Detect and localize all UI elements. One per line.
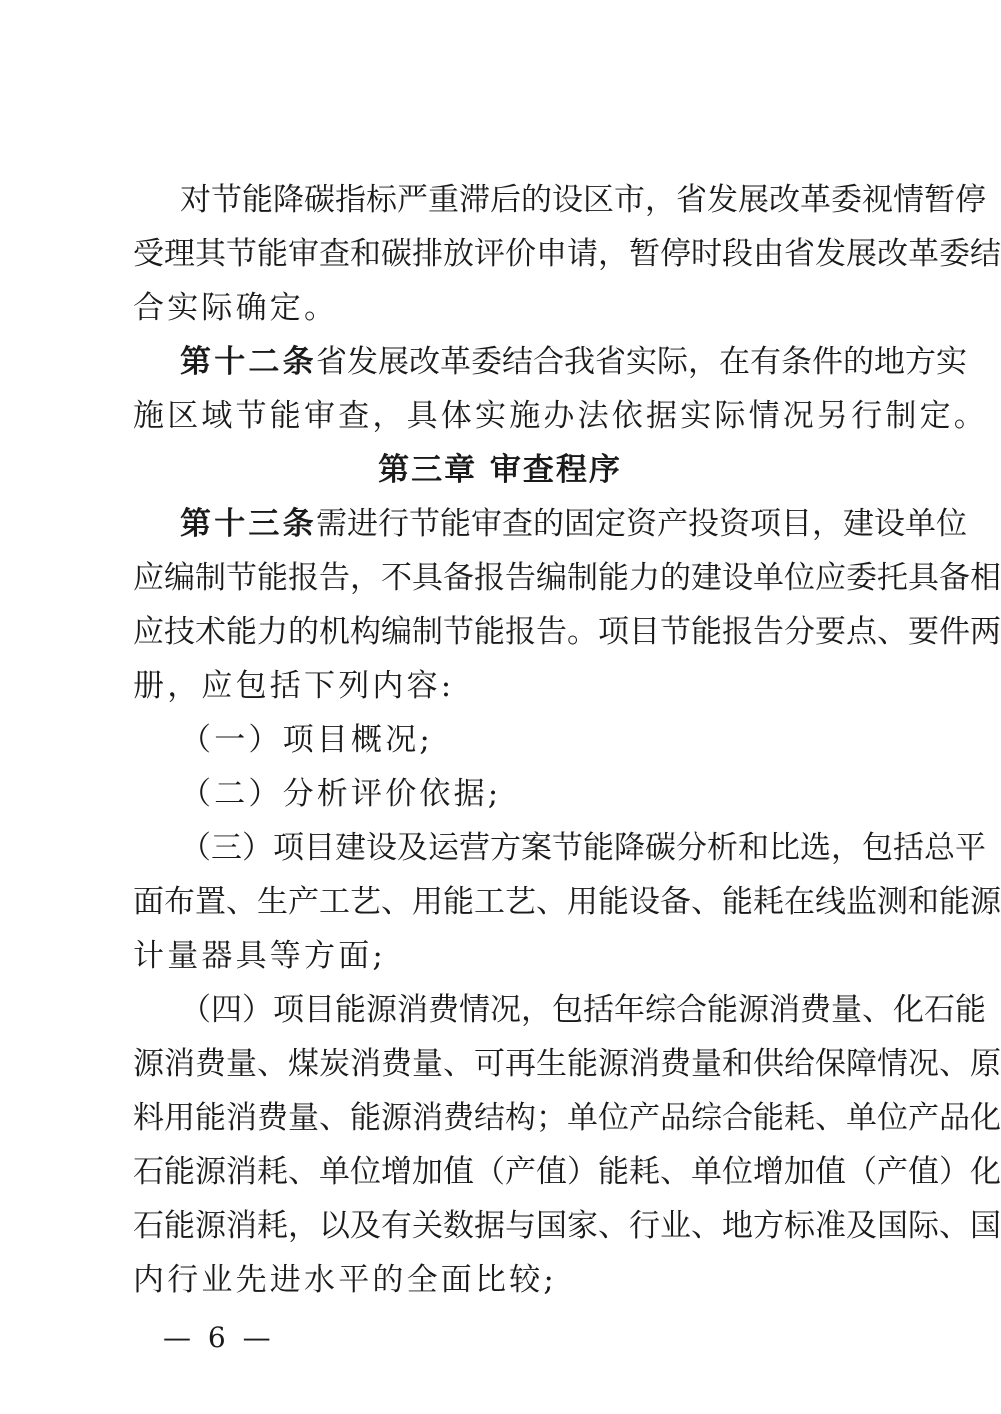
list-item: （一）项目概况; <box>180 722 434 758</box>
list-item: （四）项目能源消费情况，包括年综合能源消费量、化石能 <box>180 992 986 1028</box>
article-number: 第十三条 <box>180 506 317 542</box>
paragraph-line: 石能源消耗，以及有关数据与国家、行业、地方标准及国际、国 <box>133 1208 1001 1244</box>
paragraph-line: 施区域节能审查，具体实施办法依据实际情况另行制定。 <box>133 398 988 434</box>
paragraph-line: 省发展改革委结合我省实际，在有条件的地方实 <box>316 344 967 380</box>
paragraph-line: 料用能消费量、能源消费结构；单位产品综合能耗、单位产品化 <box>133 1100 1001 1136</box>
paragraph-line: 内行业先进水平的全面比较; <box>133 1262 558 1298</box>
paragraph-line: 面布置、生产工艺、用能工艺、用能设备、能耗在线监测和能源 <box>133 884 1001 920</box>
paragraph-line: 应编制节能报告，不具备报告编制能力的建设单位应委托具备相 <box>133 560 1001 596</box>
paragraph-line: 计量器具等方面; <box>133 938 387 974</box>
chapter-heading: 第三章 审查程序 <box>378 452 622 488</box>
paragraph-line: 受理其节能审查和碳排放评价申请，暂停时段由省发展改革委结 <box>133 236 1001 272</box>
list-item: （三）项目建设及运营方案节能降碳分析和比选，包括总平 <box>180 830 986 866</box>
paragraph-line: 需进行节能审查的固定资产投资项目，建设单位 <box>316 506 967 542</box>
paragraph-line: 石能源消耗、单位增加值（产值）能耗、单位增加值（产值）化 <box>133 1154 1001 1190</box>
paragraph-line: 对节能降碳指标严重滞后的设区市，省发展改革委视情暂停 <box>180 182 986 218</box>
paragraph-line: 册，应包括下列内容: <box>133 668 455 704</box>
list-item: （二）分析评价依据; <box>180 776 502 812</box>
page-number: — 6 — <box>163 1321 275 1354</box>
paragraph-line: 合实际确定。 <box>133 290 339 326</box>
article-number: 第十二条 <box>180 344 317 380</box>
paragraph-line: 源消费量、煤炭消费量、可再生能源消费量和供给保障情况、原 <box>133 1046 1001 1082</box>
paragraph-line: 应技术能力的机构编制节能报告。项目节能报告分要点、要件两 <box>133 614 1001 650</box>
